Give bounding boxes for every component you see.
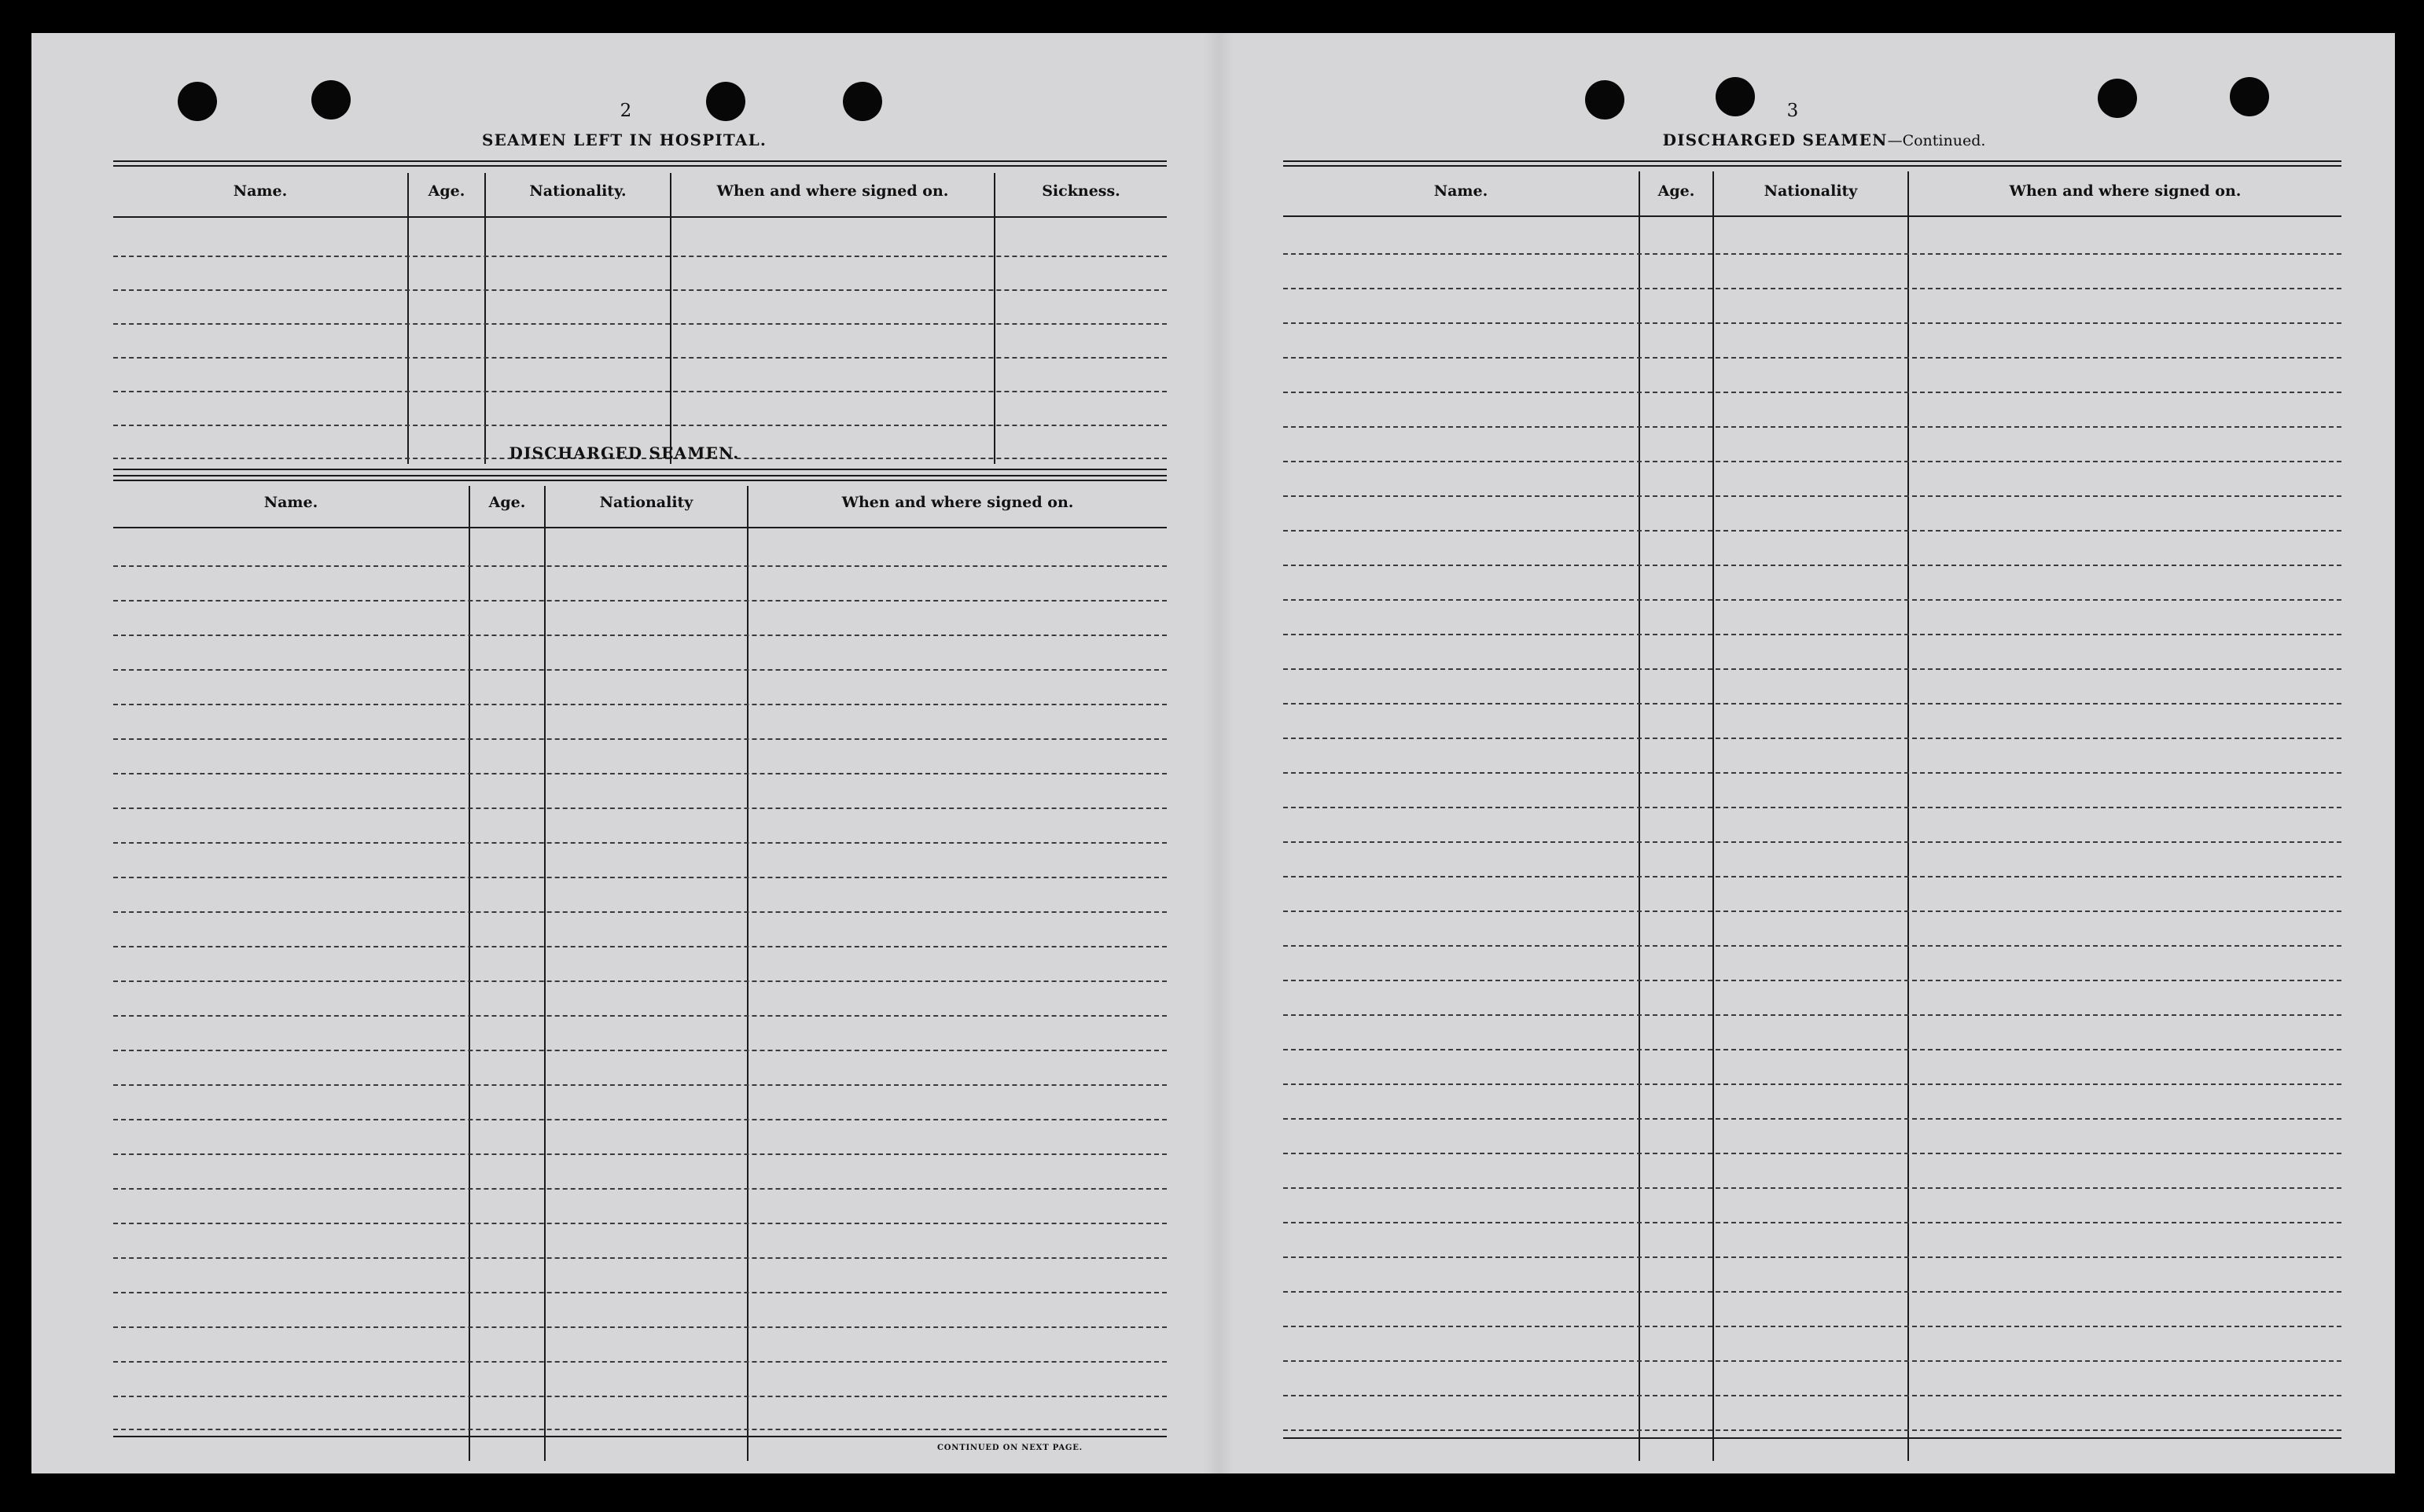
table-row xyxy=(1283,1256,2341,1258)
hospital-col-nationality: Nationality. xyxy=(529,182,627,200)
table-row xyxy=(113,1119,1167,1120)
table-row xyxy=(1283,530,2341,532)
hospital-col-age: Age. xyxy=(428,182,465,200)
discharged-col-age: Age. xyxy=(488,494,526,511)
continued-col-age: Age. xyxy=(1657,182,1695,200)
table-row xyxy=(113,256,1167,257)
table-row xyxy=(1283,1049,2341,1050)
table-row xyxy=(113,1050,1167,1051)
table-row xyxy=(113,391,1167,392)
table-row xyxy=(1283,1187,2341,1189)
table-row xyxy=(1283,1360,2341,1362)
table-row xyxy=(113,1188,1167,1190)
continued-col-name: Name. xyxy=(1433,182,1488,200)
table-row xyxy=(113,600,1167,601)
table-row xyxy=(113,289,1167,291)
table-row xyxy=(1283,634,2341,635)
table-row xyxy=(113,1361,1167,1363)
table-row xyxy=(1283,1153,2341,1154)
table-row xyxy=(1283,1291,2341,1293)
table-row xyxy=(113,842,1167,844)
table-row xyxy=(113,1326,1167,1328)
table-row xyxy=(1283,738,2341,739)
hospital-col-name: Name. xyxy=(233,182,288,200)
punch-hole xyxy=(1716,77,1755,116)
continued-col-signed-on: When and where signed on. xyxy=(2009,182,2242,200)
table-row xyxy=(1283,288,2341,289)
table-row xyxy=(1283,980,2341,981)
table-row xyxy=(1283,807,2341,808)
table-row xyxy=(1283,841,2341,843)
table-row xyxy=(1283,945,2341,947)
table-row xyxy=(113,357,1167,359)
table-row xyxy=(113,773,1167,774)
table-row xyxy=(113,1015,1167,1017)
discharged-col-name: Name. xyxy=(263,494,318,511)
table-row xyxy=(113,808,1167,809)
table-row xyxy=(113,1292,1167,1293)
hospital-col-signed-on: When and where signed on. xyxy=(716,182,949,200)
table-row xyxy=(1283,253,2341,255)
table-row xyxy=(1283,1429,2341,1431)
table-row xyxy=(113,425,1167,426)
discharged-col-signed-on: When and where signed on. xyxy=(841,494,1074,511)
punch-hole xyxy=(706,82,745,121)
table-row xyxy=(1283,703,2341,704)
section-title-main: DISCHARGED SEAMEN xyxy=(1662,131,1888,149)
continued-note: CONTINUED ON NEXT PAGE. xyxy=(937,1444,1083,1452)
punch-hole xyxy=(1585,80,1624,120)
table-row xyxy=(1283,1326,2341,1327)
punch-hole xyxy=(311,80,351,120)
table-row xyxy=(113,877,1167,878)
continued-col-nationality: Nationality xyxy=(1764,182,1858,200)
table-row xyxy=(113,669,1167,671)
table-row xyxy=(113,1084,1167,1086)
table-row xyxy=(113,1153,1167,1155)
table-row xyxy=(1283,1118,2341,1120)
table-row xyxy=(113,738,1167,740)
table-row xyxy=(1283,876,2341,877)
table-row xyxy=(113,704,1167,705)
section-title-continued: —Continued. xyxy=(1887,132,1986,149)
table-row xyxy=(1283,426,2341,428)
table-row xyxy=(113,980,1167,982)
hospital-col-sickness: Sickness. xyxy=(1042,182,1120,200)
table-row xyxy=(1283,392,2341,393)
page-gutter xyxy=(1203,33,1234,1473)
continued-section-title xyxy=(1549,131,2099,149)
table-row xyxy=(1283,461,2341,462)
discharged-col-nationality: Nationality xyxy=(599,494,693,511)
table-row xyxy=(113,911,1167,913)
table-row xyxy=(1283,1395,2341,1396)
table-row xyxy=(113,1257,1167,1259)
table-row xyxy=(113,1396,1167,1397)
table-row xyxy=(1283,668,2341,670)
table-row xyxy=(113,635,1167,636)
table-row xyxy=(1283,357,2341,359)
table-row xyxy=(113,946,1167,947)
table-row xyxy=(1283,1014,2341,1016)
punch-hole xyxy=(178,82,217,121)
punch-hole xyxy=(843,82,882,121)
table-row xyxy=(1283,911,2341,912)
table-row xyxy=(113,1223,1167,1224)
page-number: 3 xyxy=(1786,101,1799,121)
document-sheet xyxy=(31,33,2395,1473)
punch-hole xyxy=(2098,79,2137,118)
table-row xyxy=(1283,1222,2341,1223)
table-row xyxy=(113,323,1167,325)
table-row xyxy=(1283,322,2341,324)
table-row xyxy=(113,565,1167,567)
table-row xyxy=(1283,599,2341,601)
table-row xyxy=(1283,495,2341,497)
table-row xyxy=(1283,772,2341,774)
table-row xyxy=(1283,565,2341,566)
discharged-section-title: DISCHARGED SEAMEN. xyxy=(509,443,740,462)
table-row xyxy=(113,1429,1167,1430)
page-number: 2 xyxy=(620,101,632,121)
punch-hole xyxy=(2230,77,2269,116)
table-row xyxy=(1283,1083,2341,1085)
hospital-section-title: SEAMEN LEFT IN HOSPITAL. xyxy=(481,131,767,149)
